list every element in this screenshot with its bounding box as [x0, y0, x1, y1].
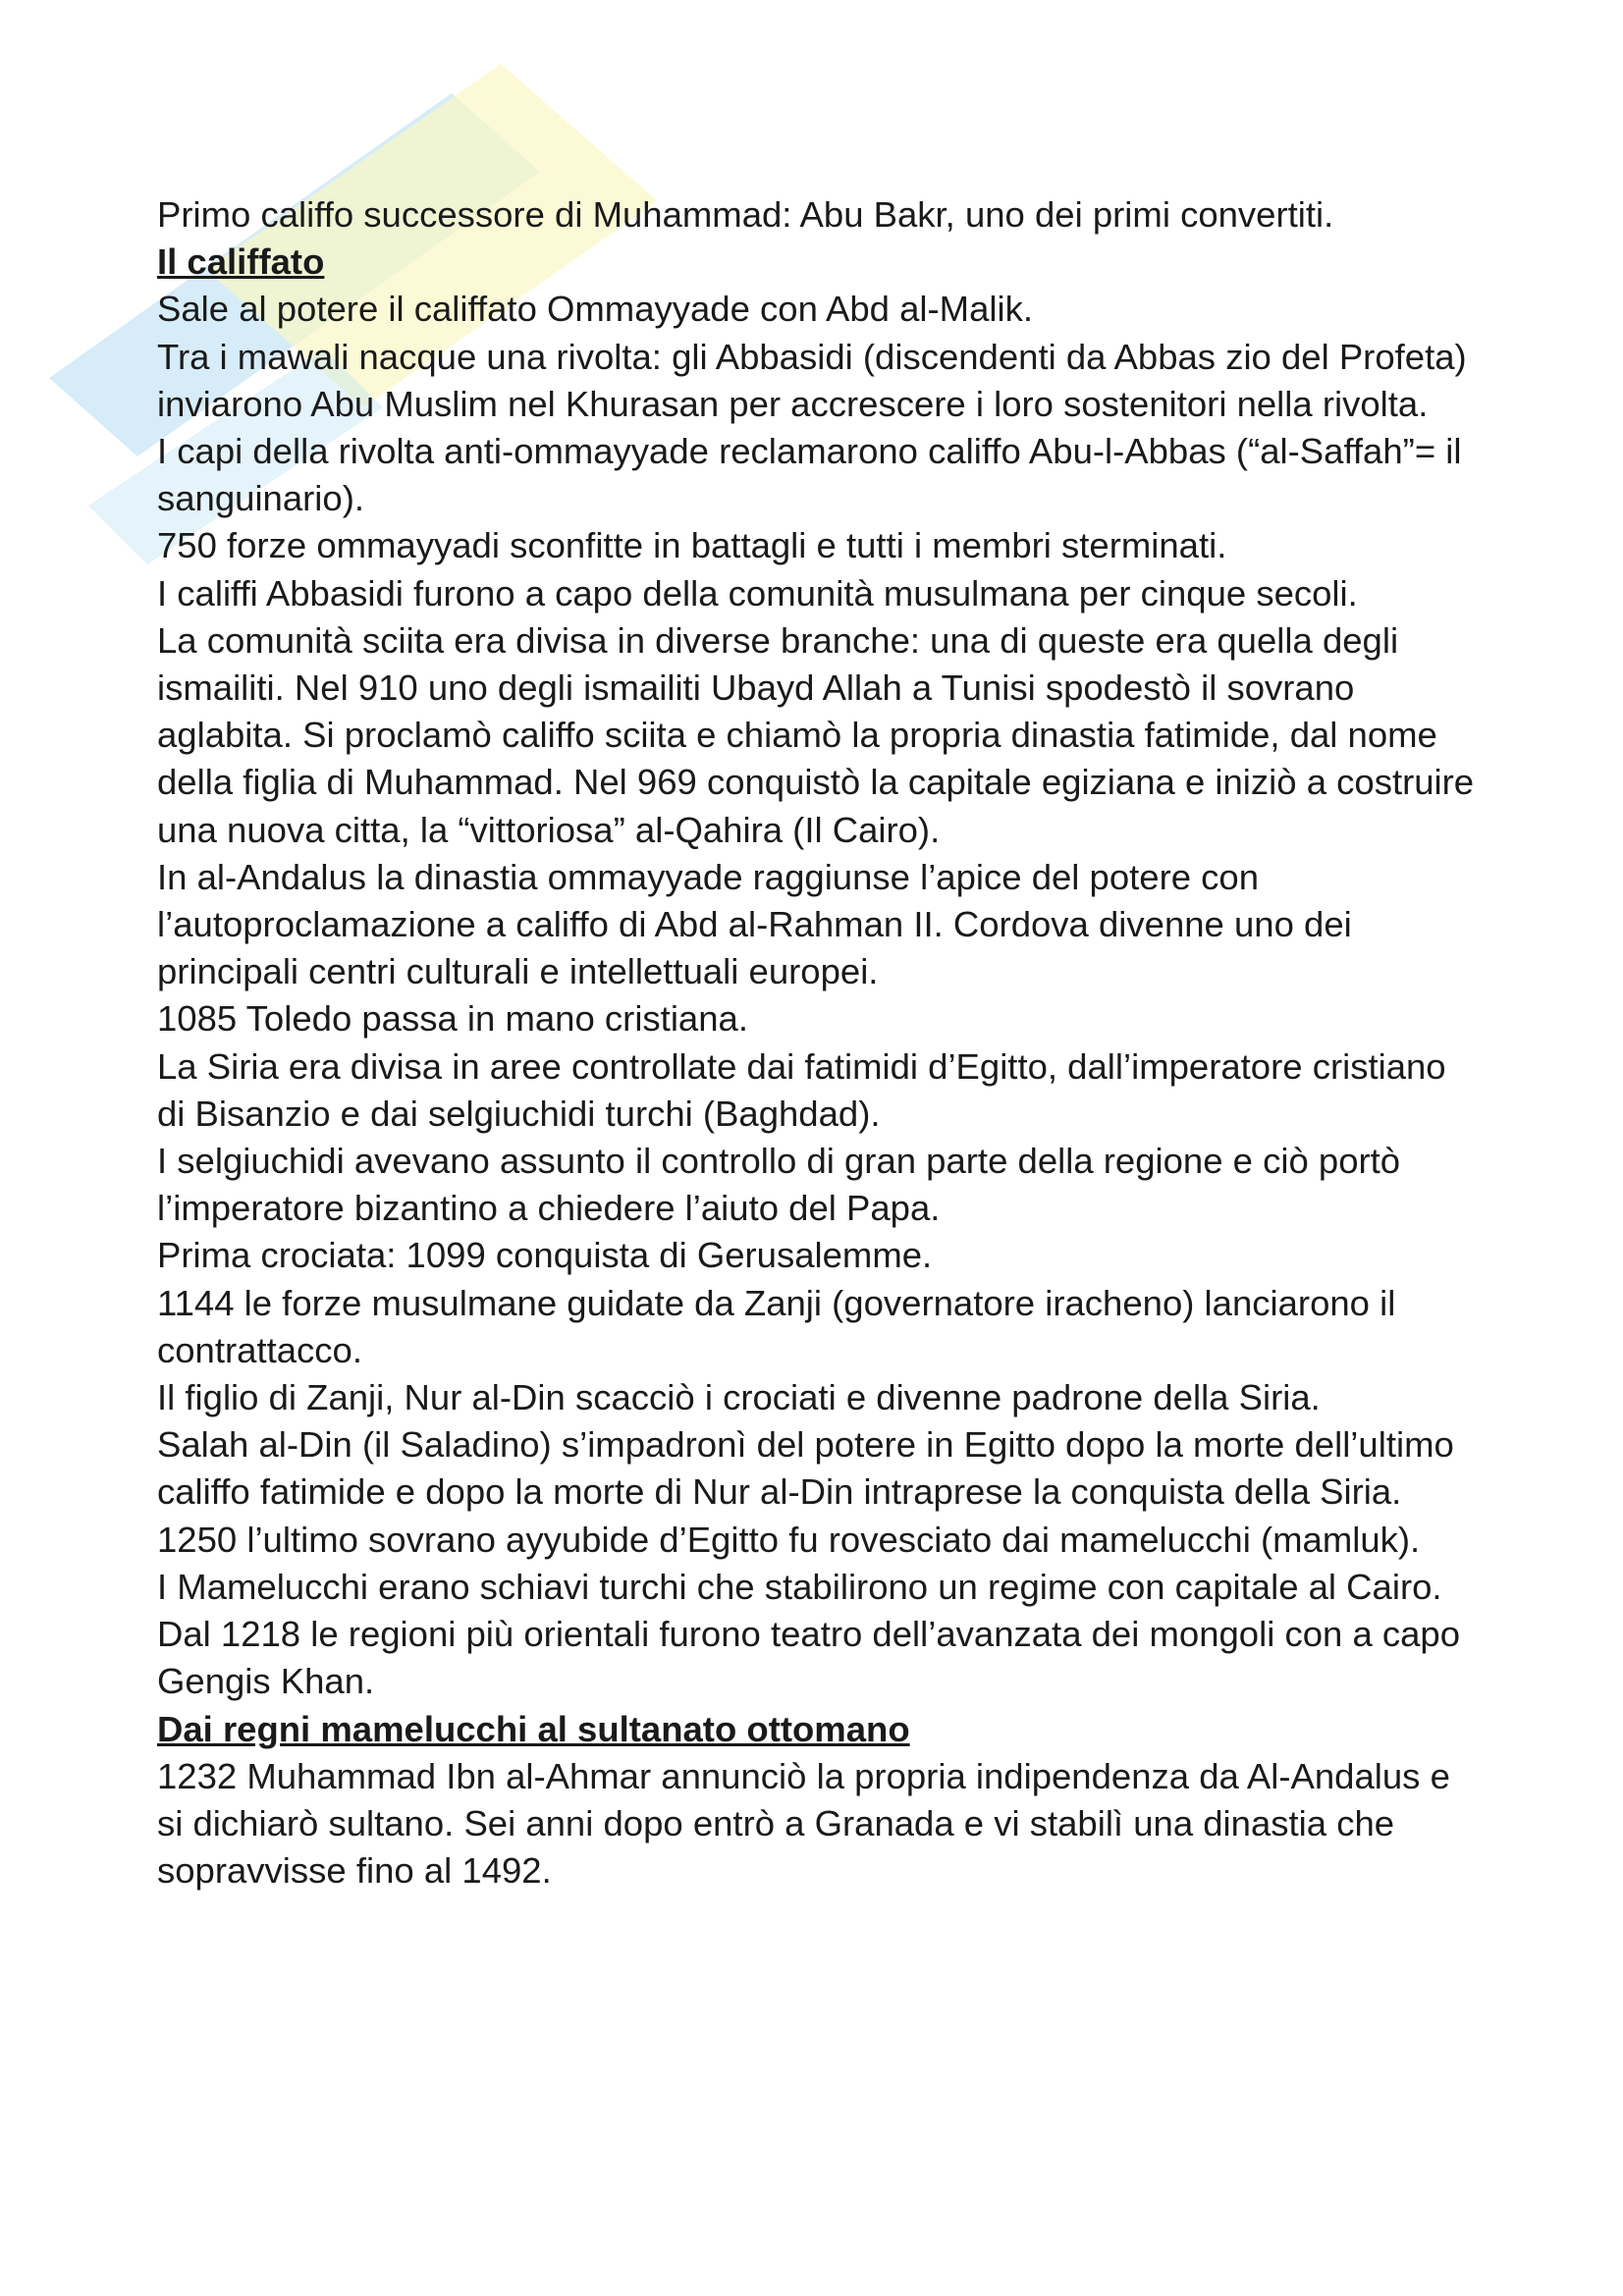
paragraph: In al-Andalus la dinastia ommayyade raggiunse l’apice del potere con l’autoproclamazione a califfo di Abd al-Rahman II. Cordova divenne uno dei principali centri culturali e intellettuali europei. — [157, 856, 1352, 992]
paragraph: I califfi Abbasidi furono a capo della comunità musulmana per cinque secoli. — [157, 572, 1358, 614]
paragraph: 1085 Toledo passa in mano cristiana. — [157, 998, 748, 1040]
section-heading: Dai regni mamelucchi al sultanato ottomano — [157, 1708, 910, 1749]
section-heading: Il califfato — [157, 241, 325, 283]
paragraph: Il figlio di Zanji, Nur al-Din scacciò i crociati e divenne padrone della Siria. — [157, 1377, 1321, 1418]
paragraph: I selgiuchidi avevano assunto il controllo di gran parte della regione e ciò portò l’imperatore bizantino a chiedere l’aiuto del Papa. — [157, 1141, 1401, 1229]
paragraph: 750 forze ommayyadi sconfitte in battagli e tutti i membri sterminati. — [157, 525, 1227, 566]
paragraph: I Mamelucchi erano schiavi turchi che stabilirono un regime con capitale al Cairo. — [157, 1566, 1442, 1607]
paragraph: Tra i mawali nacque una rivolta: gli Abbasidi (discendenti da Abbas zio del Profeta) inviarono Abu Muslim nel Khurasan per accrescere i loro sostenitori nella rivolta. — [157, 336, 1467, 424]
paragraph: 1250 l’ultimo sovrano ayyubide d’Egitto fu rovesciato dai mamelucchi (mamluk). — [157, 1519, 1421, 1560]
paragraph: Sale al potere il califfato Ommayyade con Abd al-Malik. — [157, 289, 1033, 330]
document-body — [157, 191, 1483, 1895]
paragraph: I capi della rivolta anti-ommayyade reclamarono califfo Abu-l-Abbas (“al-Saffah”= il sanguinario). — [157, 431, 1462, 519]
paragraph: La Siria era divisa in aree controllate dai fatimidi d’Egitto, dall’imperatore cristiano di Bisanzio e dai selgiuchidi turchi (Baghdad). — [157, 1045, 1446, 1134]
paragraph: 1144 le forze musulmane guidate da Zanji (governatore iracheno) lanciarono il contrattacco. — [157, 1282, 1396, 1370]
paragraph: Prima crociata: 1099 conquista di Gerusalemme. — [157, 1235, 933, 1276]
paragraph: Primo califfo successore di Muhammad: Abu Bakr, uno dei primi convertiti. — [157, 194, 1334, 235]
paragraph: Salah al-Din (il Saladino) s’impadronì del potere in Egitto dopo la morte dell’ultimo califfo fatimide e dopo la morte di Nur al-Din intraprese la conquista della Siria. — [157, 1424, 1454, 1513]
paragraph: Dal 1218 le regioni più orientali furono teatro dell’avanzata dei mongoli con a capo Gengis Khan. — [157, 1614, 1461, 1702]
paragraph: 1232 Muhammad Ibn al-Ahmar annunciò la propria indipendenza da Al-Andalus e si dichiarò sultano. Sei anni dopo entrò a Granada e vi stabilì una dinastia che sopravvisse fino al 1492. — [157, 1755, 1450, 1892]
paragraph: La comunità sciita era divisa in diverse branche: una di queste era quella degli ismailiti. Nel 910 uno degli ismailiti Ubayd Allah a Tunisi spodestò il sovrano aglabita. Si proclamò califfo sciita e chiamò la propria dinastia fatimide, dal nome della figlia di Muhammad. Nel 969 conquistò la capitale egiziana e iniziò a costruire una nuova citta, la “vittoriosa” al-Qahira (Il Cairo). — [157, 619, 1475, 850]
